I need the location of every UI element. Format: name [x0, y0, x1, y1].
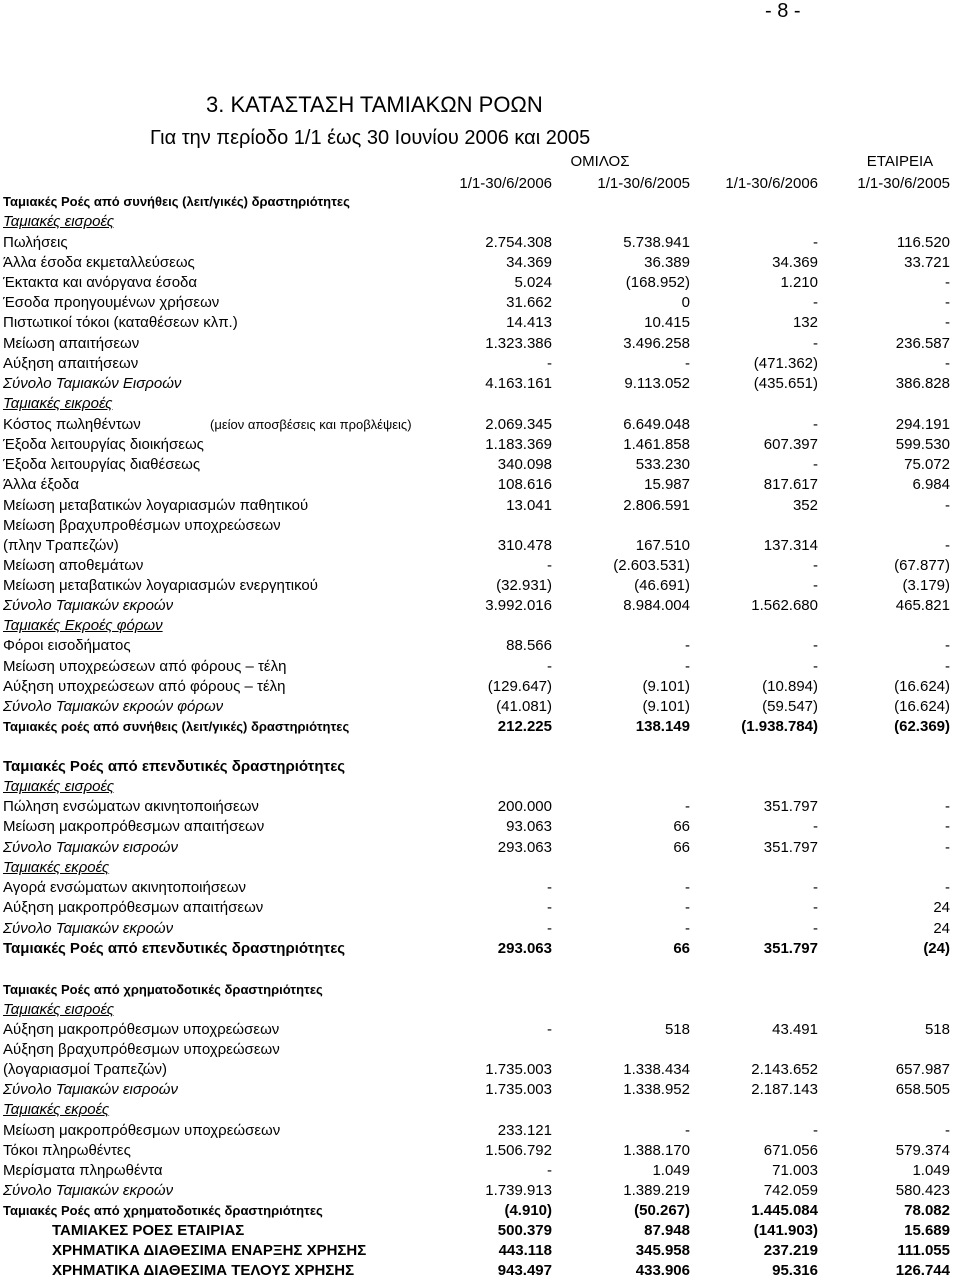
- cell-value: (129.647): [487, 678, 552, 695]
- row-label: (λογαριασμοί Τραπεζών): [3, 1061, 168, 1078]
- cell-value: 351.797: [763, 839, 818, 856]
- cell-value: (32.931): [496, 577, 552, 594]
- cell-value: (10.894): [762, 678, 818, 695]
- row-label: Αγορά ενσώματων ακινητοποιήσεων: [3, 879, 247, 896]
- cell-value: -: [547, 355, 552, 372]
- row-label: Ταμιακές Ροές από επενδυτικές δραστηριότητες: [3, 758, 346, 775]
- cell-value: -: [547, 899, 552, 916]
- cell-value: 137.314: [763, 537, 818, 554]
- table-row: [0, 939, 960, 959]
- table-row: [0, 354, 960, 374]
- row-label: Σύνολο Ταμιακών εισροών: [3, 1081, 178, 1098]
- cell-value: 340.098: [497, 456, 552, 473]
- cell-value: 34.369: [506, 254, 552, 271]
- cell-value: 167.510: [635, 537, 690, 554]
- cell-value: -: [813, 577, 818, 594]
- table-row: [0, 1000, 960, 1020]
- cell-value: (168.952): [625, 274, 690, 291]
- cell-value: -: [685, 355, 690, 372]
- cell-value: 386.828: [895, 375, 950, 392]
- table-row: [0, 1080, 960, 1100]
- table-row: [0, 516, 960, 536]
- table-row: [0, 717, 960, 737]
- column-header: 1/1-30/6/2005: [597, 175, 690, 192]
- cell-value: -: [945, 839, 950, 856]
- page-number: - 8 -: [765, 0, 801, 22]
- cell-value: 3.496.258: [623, 335, 690, 352]
- table-row: [0, 374, 960, 394]
- row-label: Σύνολο Ταμιακών εκροών φόρων: [3, 698, 224, 715]
- cell-value: 34.369: [772, 254, 818, 271]
- row-label: Τόκοι πληρωθέντες: [3, 1142, 131, 1159]
- cell-value: 599.530: [895, 436, 950, 453]
- cell-value: 24: [933, 899, 950, 916]
- cell-value: -: [685, 658, 690, 675]
- row-label: (πλην Τραπεζών): [3, 537, 119, 554]
- table-row: [0, 415, 960, 435]
- table-row: [0, 1201, 960, 1221]
- table-row: [0, 817, 960, 837]
- cell-value: 233.121: [497, 1122, 552, 1139]
- cell-value: 66: [673, 839, 690, 856]
- row-label: Αύξηση μακροπρόθεσμων υποχρεώσεων: [3, 1021, 280, 1038]
- cell-value: 138.149: [635, 718, 690, 735]
- cell-value: -: [813, 899, 818, 916]
- cell-value: -: [813, 416, 818, 433]
- cell-value: (435.651): [753, 375, 818, 392]
- cell-value: -: [813, 1122, 818, 1139]
- cell-value: -: [685, 637, 690, 654]
- cell-value: -: [945, 1122, 950, 1139]
- row-label: Κόστος πωληθέντων: [3, 416, 141, 433]
- cell-value: 15.689: [904, 1222, 950, 1239]
- cell-value: 817.617: [763, 476, 818, 493]
- row-label: Μείωση υποχρεώσεων από φόρους – τέλη: [3, 658, 287, 675]
- row-label: ΧΡΗΜΑΤΙΚΑ ΔΙΑΘΕΣΙΜΑ ΤΕΛΟΥΣ ΧΡΗΣΗΣ: [52, 1262, 355, 1279]
- cell-value: 443.118: [498, 1242, 552, 1259]
- table-row: [0, 1241, 960, 1261]
- row-label: Μείωση μεταβατικών λογαριασμών ενεργητικού: [3, 577, 318, 594]
- row-label: Σύνολο Ταμιακών εισροών: [3, 839, 178, 856]
- table-row: [0, 657, 960, 677]
- cell-value: 1.049: [912, 1162, 950, 1179]
- row-label: Φόροι εισοδήματος: [3, 637, 131, 654]
- cell-value: 78.082: [904, 1202, 950, 1219]
- cell-value: 1.210: [780, 274, 818, 291]
- table-row: [0, 697, 960, 717]
- table-row: [0, 797, 960, 817]
- cell-value: 116.520: [896, 234, 950, 251]
- cell-value: -: [685, 920, 690, 937]
- cell-value: -: [685, 899, 690, 916]
- row-label: Ταμιακές εκροές: [3, 1101, 110, 1118]
- cell-value: 126.744: [895, 1262, 950, 1279]
- row-label: Ταμιακές Ροές από συνήθεις (λειτ/γικές) δραστηριότητες: [3, 194, 350, 209]
- row-label: ΤΑΜΙΑΚΕΣ ΡΟΕΣ ΕΤΑΙΡΙΑΣ: [52, 1222, 245, 1239]
- cell-value: (24): [923, 940, 950, 957]
- table-row: [0, 1121, 960, 1141]
- cell-value: -: [813, 557, 818, 574]
- row-label: Έξοδα λειτουργίας διαθέσεως: [3, 456, 201, 473]
- row-label: Μείωση μακροπρόθεσμων υποχρεώσεων: [3, 1122, 281, 1139]
- table-row: [0, 616, 960, 636]
- cell-value: 212.225: [497, 718, 552, 735]
- cell-value: (4.910): [504, 1202, 552, 1219]
- cell-value: -: [547, 1021, 552, 1038]
- cell-value: 2.754.308: [485, 234, 552, 251]
- cell-value: 13.041: [506, 497, 552, 514]
- cell-value: 293.063: [497, 839, 552, 856]
- table-row: [0, 496, 960, 516]
- cell-value: 10.415: [644, 314, 690, 331]
- cell-value: -: [547, 920, 552, 937]
- table-row: [0, 1141, 960, 1161]
- cell-value: 433.906: [635, 1262, 690, 1279]
- table-row: [0, 475, 960, 495]
- cell-value: 111.055: [897, 1242, 950, 1259]
- cell-value: 500.379: [497, 1222, 552, 1239]
- cell-value: 1.461.858: [623, 436, 690, 453]
- row-label: Μείωση βραχυπροθέσμων υποχρεώσεων: [3, 517, 281, 534]
- cell-value: 2.069.345: [485, 416, 552, 433]
- table-row: [0, 1221, 960, 1241]
- cell-value: -: [547, 1162, 552, 1179]
- cell-value: 2.806.591: [623, 497, 690, 514]
- cell-value: -: [813, 920, 818, 937]
- cell-value: -: [813, 818, 818, 835]
- table-row: [0, 293, 960, 313]
- table-row: [0, 192, 960, 212]
- cell-value: 1.338.952: [623, 1081, 690, 1098]
- table-row: [0, 556, 960, 576]
- table-row: [0, 596, 960, 616]
- page-title: 3. ΚΑΤΑΣΤΑΣΗ ΤΑΜΙΑΚΩΝ ΡΟΩΝ: [206, 92, 543, 117]
- table-row: [0, 858, 960, 878]
- table-row: [0, 253, 960, 273]
- cell-value: 31.662: [506, 294, 552, 311]
- cell-value: 1.389.219: [623, 1182, 690, 1199]
- cell-value: 943.497: [497, 1262, 552, 1279]
- row-label: ΧΡΗΜΑΤΙΚΑ ΔΙΑΘΕΣΙΜΑ ΕΝΑΡΞΗΣ ΧΡΗΣΗΣ: [52, 1242, 367, 1259]
- cell-value: 579.374: [895, 1142, 950, 1159]
- row-label: Έκτακτα και ανόργανα έσοδα: [3, 274, 198, 291]
- cell-value: 345.958: [635, 1242, 690, 1259]
- table-row: [0, 313, 960, 333]
- table-row: [0, 394, 960, 414]
- row-label: Σύνολο Ταμιακών εκροών: [3, 597, 174, 614]
- row-label: Πώληση ενσώματων ακινητοποιήσεων: [3, 798, 259, 815]
- row-label: Ταμιακές εισροές: [3, 213, 114, 230]
- table-row: [0, 980, 960, 1000]
- cell-value: -: [813, 637, 818, 654]
- cell-value: (2.603.531): [613, 557, 690, 574]
- cell-value: 1.338.434: [623, 1061, 690, 1078]
- cell-value: 1.506.792: [485, 1142, 552, 1159]
- cell-value: 1.735.003: [485, 1081, 552, 1098]
- table-row: [0, 212, 960, 232]
- cell-value: (16.624): [894, 678, 950, 695]
- cell-value: 657.987: [895, 1061, 950, 1078]
- cell-value: 1.323.386: [485, 335, 552, 352]
- table-row: [0, 334, 960, 354]
- cell-value: 2.187.143: [751, 1081, 818, 1098]
- cell-value: 36.389: [644, 254, 690, 271]
- cell-value: (62.369): [894, 718, 950, 735]
- cell-value: 14.413: [506, 314, 552, 331]
- table-row: [0, 1161, 960, 1181]
- cell-value: -: [813, 658, 818, 675]
- column-header: 1/1-30/6/2006: [725, 175, 818, 192]
- row-label-note: (μείον αποσβέσεις και προβλέψεις): [210, 417, 412, 432]
- cell-value: -: [945, 355, 950, 372]
- row-label: Σύνολο Ταμιακών Εισροών: [3, 375, 182, 392]
- cell-value: (59.547): [762, 698, 818, 715]
- cell-value: (141.903): [753, 1222, 818, 1239]
- row-label: Άλλα έξοδα: [3, 476, 79, 493]
- table-row: [0, 233, 960, 253]
- cell-value: (41.081): [496, 698, 552, 715]
- cell-value: 66: [673, 818, 690, 835]
- row-label: Αύξηση μακροπρόθεσμων απαιτήσεων: [3, 899, 264, 916]
- cell-value: 95.316: [772, 1262, 818, 1279]
- cell-value: (9.101): [642, 698, 690, 715]
- row-label: Αύξηση βραχυπρόθεσμων υποχρεώσεων: [3, 1041, 280, 1058]
- cell-value: (471.362): [753, 355, 818, 372]
- cell-value: -: [945, 658, 950, 675]
- cell-value: 580.423: [895, 1182, 950, 1199]
- row-label: Αύξηση απαιτήσεων: [3, 355, 139, 372]
- cell-value: 5.024: [514, 274, 552, 291]
- row-label: Ταμιακές εκροές: [3, 859, 110, 876]
- page-subtitle: Για την περίοδο 1/1 έως 30 Ιουνίου 2006 και 2005: [150, 127, 591, 149]
- cell-value: 1.739.913: [485, 1182, 552, 1199]
- cell-value: 518: [664, 1021, 690, 1038]
- cell-value: 2.143.652: [751, 1061, 818, 1078]
- cell-value: 87.948: [644, 1222, 690, 1239]
- row-label: Έξοδα λειτουργίας διοικήσεως: [3, 436, 204, 453]
- cell-value: (1.938.784): [741, 718, 818, 735]
- cell-value: 71.003: [772, 1162, 818, 1179]
- cell-value: 533.230: [635, 456, 690, 473]
- cell-value: 352: [792, 497, 818, 514]
- table-row: [0, 677, 960, 697]
- table-row: [0, 576, 960, 596]
- row-label: Μείωση μεταβατικών λογαριασμών παθητικού: [3, 497, 309, 514]
- cell-value: -: [945, 818, 950, 835]
- cell-value: -: [945, 314, 950, 331]
- cell-value: 93.063: [506, 818, 552, 835]
- cell-value: 88.566: [506, 637, 552, 654]
- cell-value: -: [685, 1122, 690, 1139]
- row-label: Μείωση απαιτήσεων: [3, 335, 140, 352]
- cell-value: -: [945, 879, 950, 896]
- row-label: Ταμιακές Εκροές φόρων: [3, 617, 163, 634]
- table-row: [0, 1261, 960, 1281]
- cell-value: 1.445.084: [751, 1202, 818, 1219]
- cell-value: -: [547, 658, 552, 675]
- cell-value: -: [547, 879, 552, 896]
- cell-value: 9.113.052: [624, 375, 690, 392]
- cell-value: -: [813, 456, 818, 473]
- cell-value: -: [685, 879, 690, 896]
- cell-value: -: [945, 497, 950, 514]
- cell-value: 5.738.941: [623, 234, 690, 251]
- row-label: Μείωση μακροπρόθεσμων απαιτήσεων: [3, 818, 265, 835]
- row-label: Αύξηση υποχρεώσεων από φόρους – τέλη: [3, 678, 286, 695]
- table-row: [0, 1040, 960, 1060]
- row-label: Ταμιακές Ροές από χρηματοδοτικές δραστηριότητες: [3, 982, 323, 997]
- cell-value: 132: [792, 314, 818, 331]
- row-label: Ταμιακές εικροές: [3, 395, 113, 412]
- row-label: Πωλήσεις: [3, 234, 68, 251]
- table-row: [0, 1181, 960, 1201]
- cell-value: 1.735.003: [485, 1061, 552, 1078]
- cell-value: 1.562.680: [751, 597, 818, 614]
- cell-value: 310.478: [497, 537, 552, 554]
- cell-value: 6.984: [912, 476, 950, 493]
- table-row: [0, 838, 960, 858]
- row-label: Ταμιακές ροές από συνήθεις (λειτ/γικές) δραστηριότητες: [3, 719, 350, 734]
- row-label: Ταμιακές εισροές: [3, 778, 114, 795]
- cell-value: 607.397: [763, 436, 818, 453]
- row-label: Σύνολο Ταμιακών εκροών: [3, 1182, 174, 1199]
- cell-value: (9.101): [642, 678, 690, 695]
- cell-value: 200.000: [497, 798, 552, 815]
- table-row: [0, 878, 960, 898]
- cell-value: 108.616: [497, 476, 552, 493]
- cell-value: -: [813, 335, 818, 352]
- cell-value: -: [945, 274, 950, 291]
- cell-value: -: [685, 798, 690, 815]
- table-row: [0, 455, 960, 475]
- cell-value: 66: [673, 940, 690, 957]
- table-row: [0, 435, 960, 455]
- cell-value: 15.987: [644, 476, 690, 493]
- cell-value: (3.179): [902, 577, 950, 594]
- cell-value: 8.984.004: [623, 597, 690, 614]
- cell-value: 237.219: [763, 1242, 818, 1259]
- row-label: Μερίσματα πληρωθέντα: [3, 1162, 163, 1179]
- cell-value: 75.072: [904, 456, 950, 473]
- cell-value: 43.491: [772, 1021, 818, 1038]
- cell-value: 3.992.016: [485, 597, 552, 614]
- cell-value: 742.059: [763, 1182, 818, 1199]
- row-label: Άλλα έσοδα εκμεταλλεύσεως: [3, 254, 195, 271]
- group-header-group: ΟΜΙΛΟΣ: [570, 153, 630, 170]
- table-row: [0, 1020, 960, 1040]
- cell-value: 658.505: [895, 1081, 950, 1098]
- cell-value: 236.587: [895, 335, 950, 352]
- table-row: [0, 1100, 960, 1120]
- cell-value: 6.649.048: [623, 416, 690, 433]
- cell-value: -: [945, 294, 950, 311]
- table-row: [0, 757, 960, 777]
- cell-value: 351.797: [763, 798, 818, 815]
- cell-value: -: [945, 537, 950, 554]
- column-header: 1/1-30/6/2005: [857, 175, 950, 192]
- cell-value: 518: [924, 1021, 950, 1038]
- cell-value: (46.691): [634, 577, 690, 594]
- table-row: [0, 919, 960, 939]
- group-header-company: ΕΤΑΙΡΕΙΑ: [866, 153, 934, 170]
- row-label: Ταμιακές εισροές: [3, 1001, 114, 1018]
- cell-value: 24: [933, 920, 950, 937]
- cell-value: 0: [681, 294, 690, 311]
- column-header: 1/1-30/6/2006: [459, 175, 552, 192]
- cell-value: 351.797: [763, 940, 818, 957]
- cell-value: 671.056: [763, 1142, 818, 1159]
- table-row: [0, 636, 960, 656]
- cell-value: (16.624): [894, 698, 950, 715]
- row-label: Ταμιακές Ροές από χρηματοδοτικές δραστηριότητες: [3, 1203, 323, 1218]
- row-label: Πιστωτικοί τόκοι (καταθέσεων κλπ.): [3, 314, 238, 331]
- cell-value: 1.183.369: [485, 436, 552, 453]
- cell-value: -: [813, 879, 818, 896]
- cell-value: -: [813, 234, 818, 251]
- table-row: [0, 273, 960, 293]
- cell-value: 293.063: [497, 940, 552, 957]
- cell-value: 294.191: [895, 416, 950, 433]
- table-row: [0, 898, 960, 918]
- cell-value: (67.877): [894, 557, 950, 574]
- table-row: [0, 777, 960, 797]
- cell-value: -: [945, 798, 950, 815]
- cell-value: (50.267): [634, 1202, 690, 1219]
- row-label: Έσοδα προηγουμένων χρήσεων: [3, 294, 220, 311]
- cell-value: -: [547, 557, 552, 574]
- cell-value: 4.163.161: [485, 375, 552, 392]
- cell-value: 465.821: [895, 597, 950, 614]
- cell-value: 33.721: [904, 254, 950, 271]
- cell-value: 1.388.170: [623, 1142, 690, 1159]
- cell-value: -: [945, 637, 950, 654]
- cell-value: 1.049: [652, 1162, 690, 1179]
- row-label: Μείωση αποθεμάτων: [3, 557, 144, 574]
- table-row: [0, 1060, 960, 1080]
- table-row: [0, 536, 960, 556]
- cell-value: -: [813, 294, 818, 311]
- row-label: Σύνολο Ταμιακών εκροών: [3, 920, 174, 937]
- row-label: Ταμιακές Ροές από επενδυτικές δραστηριότητες: [3, 940, 346, 957]
